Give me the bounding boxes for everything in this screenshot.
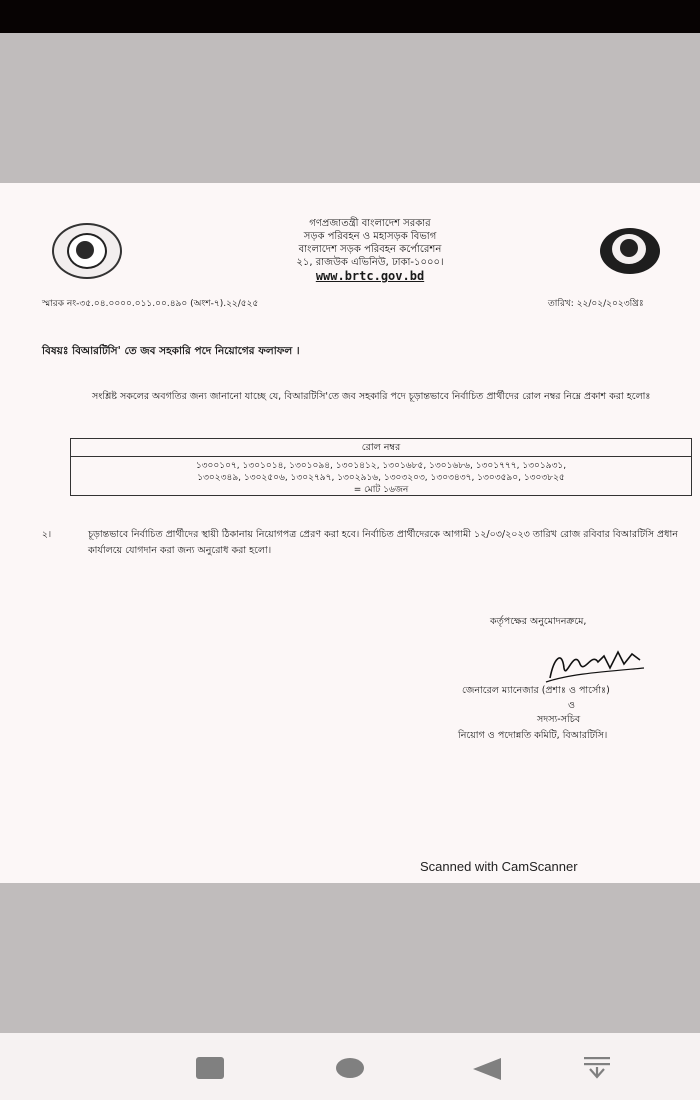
roll-total: = মোট ১৬জন bbox=[353, 485, 409, 495]
approval-text: কর্তৃপক্ষের অনুমোদনক্রমে, bbox=[490, 616, 587, 627]
header-line1: গণপ্রজাতন্ত্রী বাংলাদেশ সরকার bbox=[309, 218, 431, 229]
government-seal-icon bbox=[52, 223, 122, 279]
point-number: ২। bbox=[42, 530, 52, 540]
back-triangle-icon[interactable] bbox=[473, 1058, 501, 1080]
memo-reference: স্মারক নং-৩৫.০৪.০০০০.০১১.০০.৪৯০ (অংশ-৭).২২/৫২৫ bbox=[42, 299, 259, 309]
header-website: www.brtc.gov.bd bbox=[315, 269, 425, 283]
document-page bbox=[0, 183, 700, 883]
roll-number-table bbox=[70, 438, 692, 496]
header-line2: সড়ক পরিবহন ও মহাসড়ক বিভাগ bbox=[303, 231, 437, 242]
subject-line: বিষয়ঃ বিআরটিসি' তে জব সহকারি পদে নিয়োগের ফলাফল । bbox=[42, 345, 300, 357]
memo-date: তারিখ: ২২/০২/২০২৩খ্রিঃ bbox=[548, 299, 644, 309]
menu-down-icon[interactable] bbox=[584, 1055, 610, 1081]
camscanner-watermark: Scanned with CamScanner bbox=[420, 859, 578, 874]
intro-paragraph: সংশ্লিষ্ট সকলের অবগতির জন্য জানানো যাচ্ছে যে, বিআরটিসি'তে জব সহকারি পদে চূড়ান্তভাবে নির্বাচিত প্রার্থীদের রোল নম্বর নিম্নে প্রকাশ করা হলোঃ bbox=[92, 391, 651, 402]
signature-icon bbox=[540, 638, 650, 688]
header-line3: বাংলাদেশ সড়ক পরিবহন কর্পোরেশন bbox=[298, 244, 442, 255]
designation-text: জেনারেল ম্যানেজার (প্রশাঃ ও পার্সোঃ) bbox=[462, 685, 610, 696]
roll-table-header: রোল নম্বর bbox=[71, 439, 691, 457]
committee-text: নিয়োগ ও পদোন্নতি কমিটি, বিআরটিসি। bbox=[458, 730, 608, 741]
roll-table-body bbox=[71, 457, 691, 496]
point-2-paragraph: চূড়ান্তভাবে নির্বাচিত প্রার্থীদের স্থায়ী ঠিকানায় নিয়োগপত্র প্রেরণ করা হবে। নির্বাচিত প্রার্থীদেরকে আগামী ১২/০৩/২০২৩ তারিখ রোজ রবিবার বিআরটিসি প্রধান কার্যালয়ে যোগদান করা জন্য অনুরোধ করা হলো। bbox=[88, 529, 678, 556]
member-secretary-text: সদস্য-সচিব bbox=[537, 714, 581, 725]
status-bar bbox=[0, 0, 700, 33]
roll-line-2: ১৩০২৩৪৯, ১৩০২৫০৬, ১৩০২৭৯৭, ১৩০২৯১৬, ১৩০৩২০৩, ১৩০৩৪৩৭, ১৩০৩৫৯০, ১৩০৩৮২৫ bbox=[197, 473, 565, 483]
viewer-background-top bbox=[0, 33, 700, 183]
header-line4: ২১, রাজউক এভিনিউ, ঢাকা-১০০০। bbox=[296, 257, 444, 268]
brtc-logo-icon bbox=[600, 228, 660, 274]
square-icon[interactable] bbox=[196, 1057, 224, 1079]
roll-line-1: ১৩০০১০৭, ১৩০১০১৪, ১৩০১০৯৪, ১৩০১৪১২, ১৩০১৬৮৫, ১৩০১৬৮৬, ১৩০১৭৭৭, ১৩০১৯৩১, bbox=[195, 461, 567, 471]
circle-icon[interactable] bbox=[336, 1058, 364, 1078]
conjunction-text: ও bbox=[568, 700, 575, 711]
viewer-background-bottom bbox=[0, 883, 700, 1033]
